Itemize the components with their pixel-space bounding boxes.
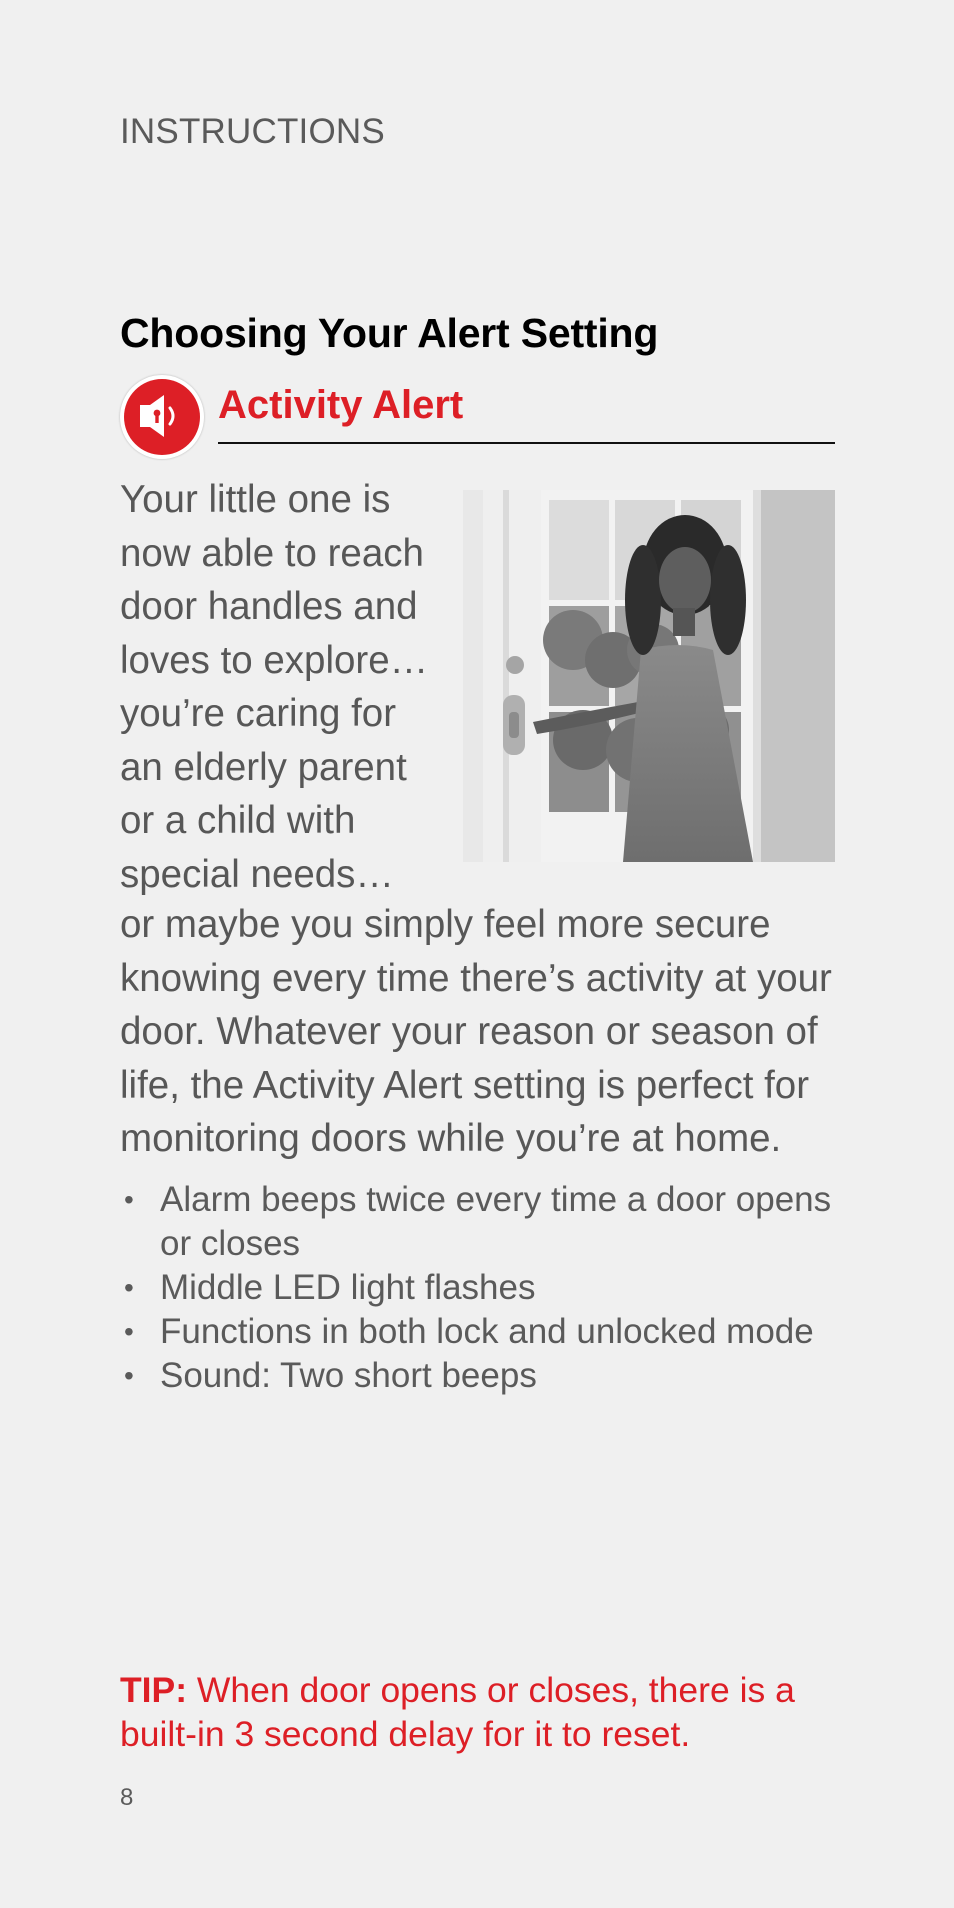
speaker-lock-icon [120,375,204,459]
list-item [120,1354,835,1398]
list-item [120,1266,835,1310]
list-item-text: Sound: Two short beeps [160,1356,537,1395]
tip-text: When door opens or closes, there is a [187,1670,795,1710]
list-item [120,1178,835,1266]
list-item-text: Alarm beeps twice every time a door opens [160,1180,832,1219]
intro-line: life, the Activity Alert setting is perfect for [120,1063,810,1107]
intro-line: you’re caring for [120,692,397,735]
intro-paragraph-continued [120,898,860,1166]
bullet-icon: • [124,1272,134,1303]
intro-line: door. Whatever your reason or season of [120,1010,818,1053]
intro-line: door handles and [120,585,418,628]
intro-line: monitoring doors while you’re at home. [120,1117,782,1160]
bullet-icon: • [124,1316,134,1347]
bullet-icon: • [124,1360,134,1391]
intro-line: Your little one is [120,478,391,521]
intro-line: or a child with [120,799,356,842]
alert-header [120,375,835,460]
list-item-text: Functions in both lock and unlocked mode [160,1312,814,1351]
intro-line: loves to explore… [120,638,429,682]
bullet-icon: • [124,1184,134,1215]
intro-line: special needs… [120,852,394,896]
alert-title: Activity Alert [218,383,464,427]
list-item [120,1310,835,1354]
manual-page [120,0,835,1908]
section-label: INSTRUCTIONS [120,112,385,151]
intro-line: now able to reach [120,531,424,575]
intro-line: an elderly parent [120,745,407,789]
tip-label: TIP: [120,1670,188,1710]
list-item-text: Middle LED light flashes [160,1268,536,1307]
list-item-text-cont: or closes [160,1224,301,1263]
tip-text-cont: built-in 3 second delay for it to reset. [120,1714,691,1754]
intro-line: or maybe you simply feel more secure [120,903,771,946]
intro-line: knowing every time there’s activity at your [120,956,832,1000]
section-heading: Choosing Your Alert Setting [120,310,659,356]
girl-at-door-photo [463,490,835,862]
tip-note [120,1668,835,1756]
feature-list [120,1178,835,1398]
page-number: 8 [120,1784,134,1811]
heading-rule [218,442,835,444]
intro-paragraph-wrapped [120,473,450,901]
